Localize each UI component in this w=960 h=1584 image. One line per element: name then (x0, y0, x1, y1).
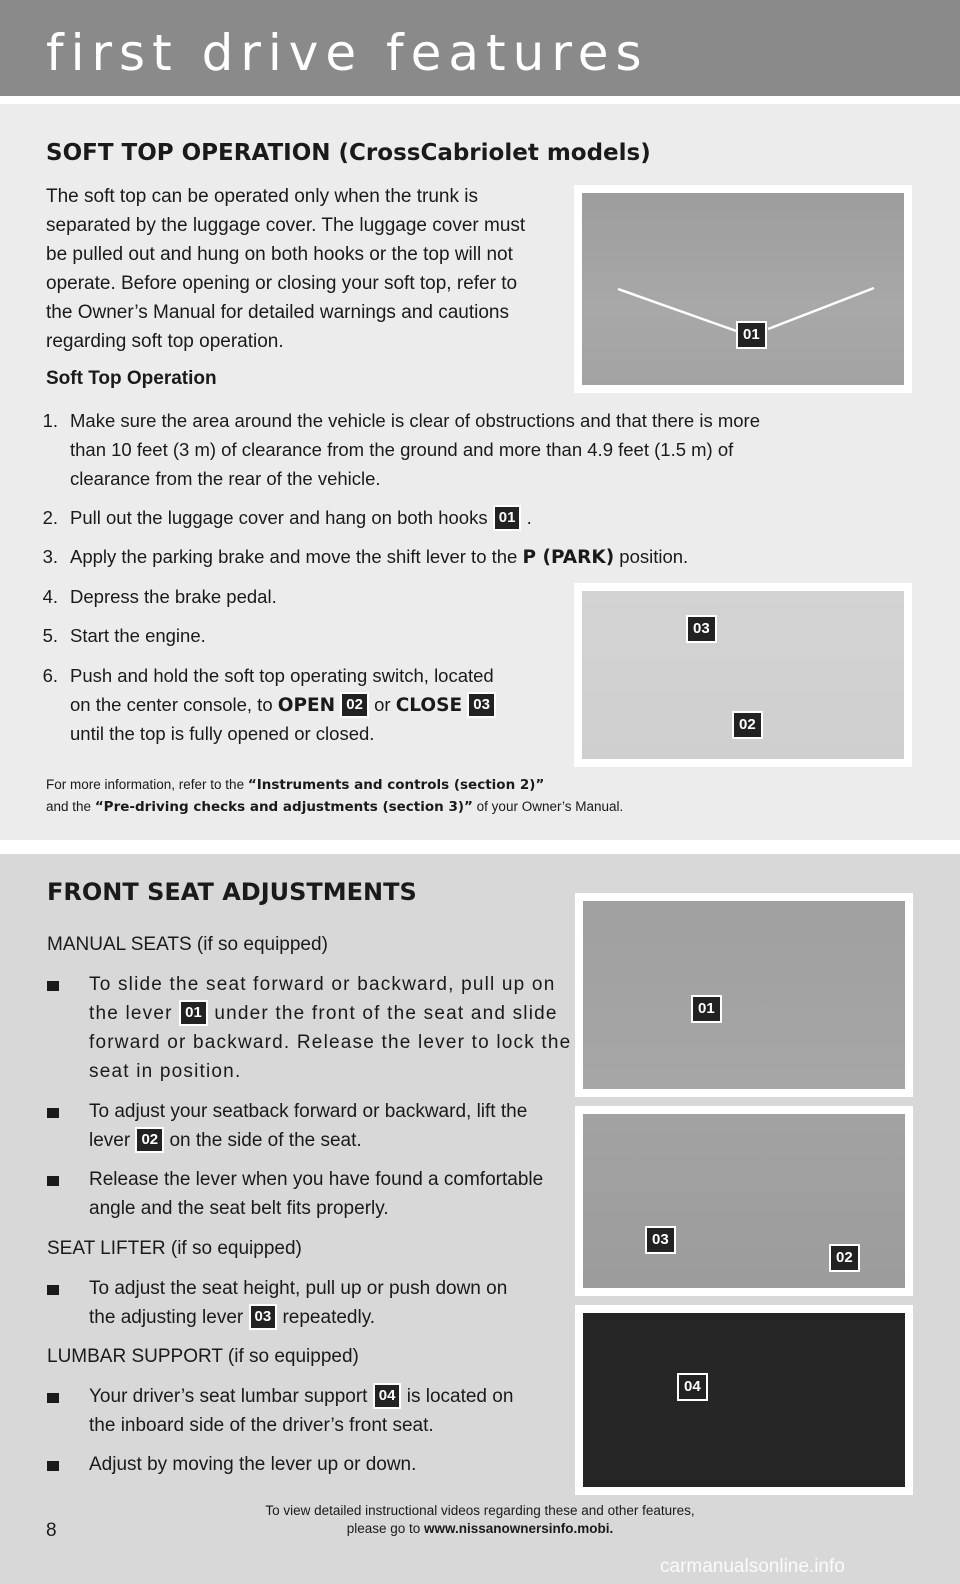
photo-callout-02: 02 (829, 1244, 860, 1272)
step-3: 3. Apply the parking brake and move the shift lever to the P (PARK) position. (42, 546, 689, 568)
callout-badge-01: 01 (493, 505, 522, 531)
seat-slide-image (583, 901, 905, 1089)
luggage-cover-photo (574, 185, 912, 393)
soft-top-heading: SOFT TOP OPERATION (CrossCabriolet models) (46, 140, 651, 166)
photo-callout-01: 01 (736, 321, 767, 349)
hook-indicator-lines (582, 193, 904, 385)
bullet-seat-height: To adjust the seat height, pull up or push down on the adjusting lever 03 repeatedly. (47, 1274, 567, 1334)
lumbar-support-image (583, 1313, 905, 1487)
bullet-lumbar: Your driver’s seat lumbar support 04 is located on the inboard side of the driver’s front seat. (47, 1382, 567, 1442)
bullet-seatback: To adjust your seatback forward or backward, lift the lever 02 on the side of the seat. (47, 1097, 567, 1157)
lumbar-support-photo (575, 1305, 913, 1495)
photo-callout-03: 03 (686, 615, 717, 643)
page-header (0, 0, 960, 96)
bullet-square (47, 1176, 59, 1186)
seat-side-photo (575, 1106, 913, 1296)
photo-callout-04: 04 (677, 1373, 708, 1401)
page-title: first drive features (46, 24, 649, 82)
soft-top-switch-image (582, 591, 904, 759)
bullet-square (47, 1461, 59, 1471)
bullet-square (47, 1285, 59, 1295)
luggage-cover-image (582, 193, 904, 385)
callout-badge-02: 02 (340, 692, 369, 718)
seat-slide-photo (575, 893, 913, 1097)
seat-side-image (583, 1114, 905, 1288)
step-4: 4. Depress the brake pedal. (42, 586, 277, 607)
section-divider (0, 840, 960, 854)
website-link[interactable]: www.nissanownersinfo.mobi. (424, 1521, 614, 1536)
callout-badge-03: 03 (249, 1304, 278, 1330)
soft-top-subheading: Soft Top Operation (46, 368, 217, 389)
close-label: CLOSE (395, 695, 463, 716)
callout-badge-02: 02 (135, 1127, 164, 1153)
bullet-square (47, 1393, 59, 1403)
step-1: 1. Make sure the area around the vehicle is clear of obstructions and that there is more than 10 feet (3 m) of clearance from the ground and more than 4.9 feet (1.5 m) of clearance from the rear of the vehicle. (42, 410, 761, 489)
photo-callout-01: 01 (691, 995, 722, 1023)
lumbar-support-label: LUMBAR SUPPORT (if so equipped) (47, 1346, 359, 1367)
watermark: carmanualsonline.info (660, 1556, 845, 1577)
soft-top-switch-photo (574, 583, 912, 767)
page-number: 8 (46, 1520, 57, 1541)
front-seat-heading: FRONT SEAT ADJUSTMENTS (47, 878, 417, 906)
bullet-release-lever: Release the lever when you have found a comfortable angle and the seat belt fits properly. (47, 1165, 567, 1225)
manual-seats-label: MANUAL SEATS (if so equipped) (47, 934, 328, 955)
open-label: OPEN (277, 695, 336, 716)
photo-callout-02: 02 (732, 711, 763, 739)
bullet-square (47, 981, 59, 991)
footer-note: To view detailed instructional videos regarding these and other features, please go to www.nissanownersinfo.mobi. (265, 1503, 695, 1536)
callout-badge-01: 01 (179, 1000, 208, 1026)
header-divider (0, 96, 960, 104)
bullet-square (47, 1108, 59, 1118)
step-5: 5. Start the engine. (42, 625, 206, 646)
callout-badge-03: 03 (467, 692, 496, 718)
bullet-slide-seat: To slide the seat forward or backward, pull up on the lever 01 under the front of the seat and slide forward or backward. Release the lever to lock the seat in position. (47, 970, 587, 1090)
reference-note: For more information, refer to the “Instruments and controls (section 2)” and the “Pre-driving checks and adjustments (section 3)” of your Owner’s Manual. (46, 777, 624, 815)
callout-badge-04: 04 (373, 1383, 402, 1409)
step-6: 6. Push and hold the soft top operating switch, located on the center console, to OPEN 02 or CLOSE 03 until the top is fully opened or closed. (28, 661, 568, 753)
bullet-adjust-lever: Adjust by moving the lever up or down. (47, 1450, 567, 1482)
park-label: P (PARK) (522, 547, 615, 568)
photo-callout-03: 03 (645, 1226, 676, 1254)
seat-lifter-label: SEAT LIFTER (if so equipped) (47, 1238, 302, 1259)
step-2: 2. Pull out the luggage cover and hang on both hooks 01 . (28, 503, 628, 535)
